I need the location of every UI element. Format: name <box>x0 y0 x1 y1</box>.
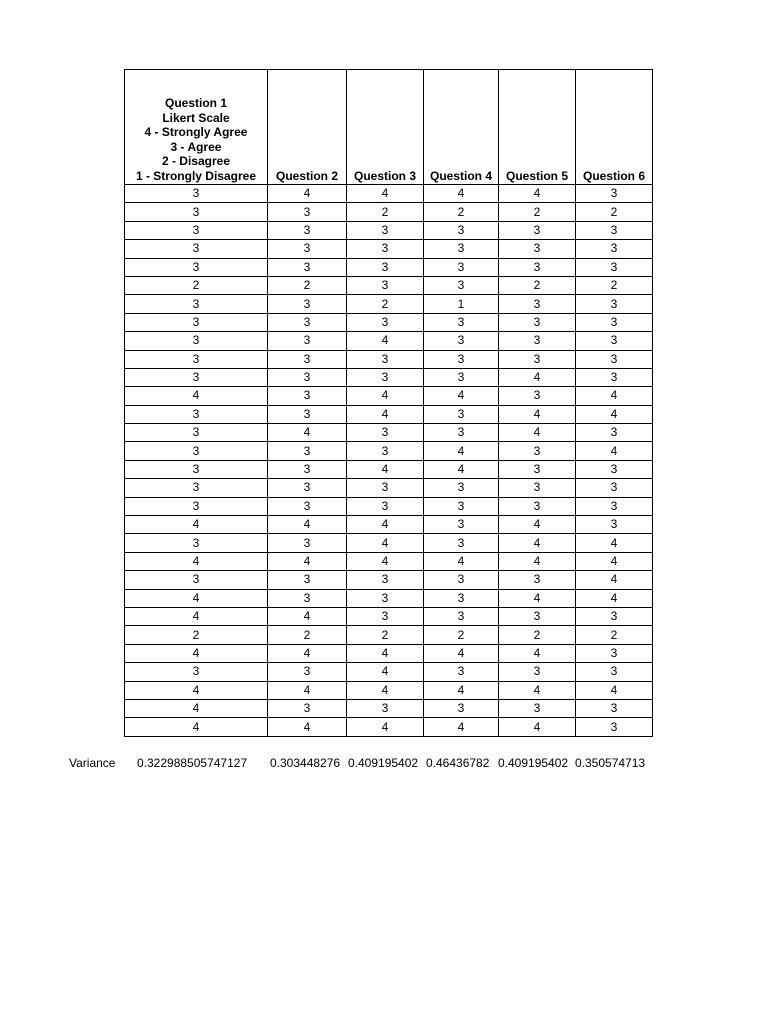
cell-q2[interactable]: 3 <box>268 368 347 386</box>
cell-q2[interactable]: 3 <box>268 497 347 515</box>
cell-q1[interactable]: 2 <box>125 276 268 294</box>
cell-q3[interactable]: 3 <box>347 258 424 276</box>
cell-q2[interactable]: 2 <box>268 276 347 294</box>
cell-q5[interactable]: 4 <box>499 534 576 552</box>
cell-q2[interactable]: 3 <box>268 387 347 405</box>
cell-q5[interactable]: 3 <box>499 387 576 405</box>
table-row <box>125 534 653 552</box>
cell-q1[interactable]: 3 <box>125 185 268 203</box>
cell-q5[interactable]: 2 <box>499 203 576 221</box>
cell-q6[interactable]: 3 <box>576 350 653 368</box>
header-question-1[interactable] <box>125 70 268 185</box>
table-row <box>125 332 653 350</box>
cell-q5[interactable]: 3 <box>499 571 576 589</box>
cell-q4[interactable]: 3 <box>424 368 499 386</box>
cell-q4[interactable]: 3 <box>424 607 499 625</box>
cell-q3[interactable]: 3 <box>347 368 424 386</box>
cell-q2[interactable]: 3 <box>268 534 347 552</box>
cell-q1[interactable]: 4 <box>125 644 268 662</box>
cell-q1[interactable]: 3 <box>125 240 268 258</box>
cell-q4[interactable]: 4 <box>424 681 499 699</box>
table-row <box>125 516 653 534</box>
variance-q3[interactable]: 0.409195402 <box>348 756 419 770</box>
cell-q6[interactable]: 3 <box>576 424 653 442</box>
table-row <box>125 699 653 717</box>
cell-q6[interactable]: 3 <box>576 258 653 276</box>
cell-q2[interactable]: 3 <box>268 460 347 478</box>
cell-q3[interactable]: 3 <box>347 442 424 460</box>
table-row <box>125 405 653 423</box>
cell-q3[interactable]: 4 <box>347 516 424 534</box>
cell-q6[interactable]: 2 <box>576 626 653 644</box>
cell-q5[interactable]: 4 <box>499 516 576 534</box>
cell-q2[interactable]: 3 <box>268 295 347 313</box>
cell-q1[interactable]: 4 <box>125 516 268 534</box>
table-row <box>125 681 653 699</box>
table-row <box>125 571 653 589</box>
cell-q4[interactable]: 1 <box>424 295 499 313</box>
cell-q4[interactable]: 3 <box>424 699 499 717</box>
cell-q5[interactable]: 4 <box>499 718 576 736</box>
cell-q1[interactable]: 3 <box>125 479 268 497</box>
cell-q2[interactable]: 3 <box>268 203 347 221</box>
cell-q4[interactable]: 4 <box>424 442 499 460</box>
cell-q4[interactable]: 3 <box>424 332 499 350</box>
cell-q3[interactable]: 3 <box>347 589 424 607</box>
cell-q4[interactable]: 3 <box>424 516 499 534</box>
header-question-6[interactable]: Question 6 <box>576 70 653 185</box>
cell-q1[interactable]: 2 <box>125 626 268 644</box>
table-row <box>125 552 653 570</box>
header-row <box>125 70 653 185</box>
cell-q1[interactable]: 4 <box>125 718 268 736</box>
cell-q5[interactable]: 3 <box>499 442 576 460</box>
q1-title: Question 1 <box>164 96 227 110</box>
cell-q4[interactable]: 4 <box>424 644 499 662</box>
variance-q2[interactable]: 0.303448276 <box>270 756 341 770</box>
cell-q5[interactable]: 4 <box>499 681 576 699</box>
cell-q6[interactable]: 2 <box>576 276 653 294</box>
cell-q4[interactable]: 4 <box>424 387 499 405</box>
table-row <box>125 350 653 368</box>
table-row <box>125 276 653 294</box>
table-row <box>125 497 653 515</box>
header-question-2[interactable]: Question 2 <box>268 70 347 185</box>
cell-q5[interactable]: 3 <box>499 221 576 239</box>
q1-scale-4: 4 - Strongly Agree <box>144 125 248 139</box>
cell-q1[interactable]: 4 <box>125 607 268 625</box>
cell-q3[interactable]: 4 <box>347 185 424 203</box>
cell-q5[interactable]: 3 <box>499 258 576 276</box>
table-row <box>125 387 653 405</box>
cell-q2[interactable]: 4 <box>268 516 347 534</box>
cell-q3[interactable]: 4 <box>347 460 424 478</box>
cell-q1[interactable]: 3 <box>125 221 268 239</box>
cell-q2[interactable]: 4 <box>268 552 347 570</box>
cell-q1[interactable]: 3 <box>125 203 268 221</box>
cell-q4[interactable]: 3 <box>424 497 499 515</box>
cell-q5[interactable]: 3 <box>499 295 576 313</box>
table-row <box>125 718 653 736</box>
cell-q6[interactable]: 2 <box>576 203 653 221</box>
cell-q5[interactable]: 3 <box>499 313 576 331</box>
cell-q1[interactable]: 3 <box>125 350 268 368</box>
cell-q4[interactable]: 3 <box>424 663 499 681</box>
cell-q5[interactable]: 4 <box>499 644 576 662</box>
cell-q2[interactable]: 3 <box>268 699 347 717</box>
cell-q5[interactable]: 3 <box>499 663 576 681</box>
cell-q4[interactable]: 4 <box>424 718 499 736</box>
cell-q6[interactable]: 3 <box>576 295 653 313</box>
cell-q6[interactable]: 3 <box>576 718 653 736</box>
cell-q3[interactable]: 3 <box>347 276 424 294</box>
cell-q4[interactable]: 3 <box>424 221 499 239</box>
cell-q3[interactable]: 3 <box>347 607 424 625</box>
cell-q6[interactable]: 3 <box>576 516 653 534</box>
cell-q3[interactable]: 4 <box>347 681 424 699</box>
cell-q5[interactable]: 3 <box>499 479 576 497</box>
cell-q4[interactable]: 3 <box>424 313 499 331</box>
cell-q4[interactable]: 2 <box>424 203 499 221</box>
cell-q5[interactable]: 4 <box>499 589 576 607</box>
cell-q6[interactable]: 3 <box>576 699 653 717</box>
table-row <box>125 368 653 386</box>
cell-q4[interactable]: 4 <box>424 460 499 478</box>
cell-q2[interactable]: 4 <box>268 718 347 736</box>
cell-q6[interactable]: 3 <box>576 332 653 350</box>
cell-q2[interactable]: 4 <box>268 607 347 625</box>
cell-q6[interactable]: 4 <box>576 534 653 552</box>
cell-q3[interactable]: 3 <box>347 479 424 497</box>
cell-q2[interactable]: 3 <box>268 240 347 258</box>
cell-q6[interactable]: 4 <box>576 571 653 589</box>
cell-q6[interactable]: 3 <box>576 479 653 497</box>
q1-scale-2: 2 - Disagree <box>161 154 231 168</box>
cell-q6[interactable]: 3 <box>576 663 653 681</box>
table-row <box>125 663 653 681</box>
cell-q4[interactable]: 3 <box>424 534 499 552</box>
table-body <box>125 185 653 737</box>
cell-q1[interactable]: 3 <box>125 424 268 442</box>
cell-q2[interactable]: 4 <box>268 681 347 699</box>
cell-q3[interactable]: 2 <box>347 626 424 644</box>
table-row <box>125 203 653 221</box>
cell-q3[interactable]: 3 <box>347 571 424 589</box>
cell-q3[interactable]: 3 <box>347 497 424 515</box>
cell-q2[interactable]: 3 <box>268 350 347 368</box>
cell-q4[interactable]: 3 <box>424 479 499 497</box>
cell-q5[interactable]: 3 <box>499 332 576 350</box>
cell-q5[interactable]: 4 <box>499 405 576 423</box>
cell-q4[interactable]: 2 <box>424 626 499 644</box>
cell-q4[interactable]: 3 <box>424 240 499 258</box>
cell-q3[interactable]: 4 <box>347 644 424 662</box>
variance-q6[interactable]: 0.350574713 <box>575 756 646 770</box>
table-row <box>125 479 653 497</box>
table-row <box>125 460 653 478</box>
cell-q4[interactable]: 3 <box>424 589 499 607</box>
cell-q2[interactable]: 2 <box>268 626 347 644</box>
cell-q1[interactable]: 4 <box>125 387 268 405</box>
cell-q3[interactable]: 3 <box>347 313 424 331</box>
cell-q2[interactable]: 4 <box>268 424 347 442</box>
cell-q4[interactable]: 3 <box>424 405 499 423</box>
table-row <box>125 626 653 644</box>
variance-q4[interactable]: 0.46436782 <box>426 756 490 770</box>
cell-q1[interactable]: 3 <box>125 663 268 681</box>
cell-q3[interactable]: 3 <box>347 699 424 717</box>
cell-q5[interactable]: 3 <box>499 607 576 625</box>
cell-q2[interactable]: 3 <box>268 313 347 331</box>
cell-q3[interactable]: 3 <box>347 350 424 368</box>
table-row <box>125 589 653 607</box>
cell-q2[interactable]: 3 <box>268 663 347 681</box>
cell-q6[interactable]: 3 <box>576 221 653 239</box>
cell-q4[interactable]: 3 <box>424 258 499 276</box>
q1-scale-label: Likert Scale <box>162 110 230 125</box>
cell-q1[interactable]: 4 <box>125 699 268 717</box>
cell-q5[interactable]: 4 <box>499 368 576 386</box>
cell-q5[interactable]: 4 <box>499 185 576 203</box>
table-row <box>125 221 653 239</box>
cell-q6[interactable]: 3 <box>576 497 653 515</box>
cell-q3[interactable]: 4 <box>347 663 424 681</box>
variance-q1[interactable]: 0.322988505747127 <box>137 756 248 770</box>
cell-q6[interactable]: 4 <box>576 387 653 405</box>
cell-q6[interactable]: 3 <box>576 460 653 478</box>
cell-q3[interactable]: 3 <box>347 424 424 442</box>
cell-q2[interactable]: 3 <box>268 589 347 607</box>
table-row <box>125 607 653 625</box>
table-row <box>125 644 653 662</box>
cell-q6[interactable]: 4 <box>576 552 653 570</box>
cell-q6[interactable]: 3 <box>576 607 653 625</box>
cell-q1[interactable]: 4 <box>125 552 268 570</box>
cell-q5[interactable]: 3 <box>499 460 576 478</box>
likert-table <box>124 69 653 737</box>
cell-q3[interactable]: 2 <box>347 295 424 313</box>
cell-q5[interactable]: 2 <box>499 276 576 294</box>
cell-q6[interactable]: 3 <box>576 368 653 386</box>
cell-q2[interactable]: 3 <box>268 442 347 460</box>
cell-q2[interactable]: 3 <box>268 571 347 589</box>
cell-q5[interactable]: 3 <box>499 497 576 515</box>
cell-q6[interactable]: 4 <box>576 405 653 423</box>
table-row <box>125 442 653 460</box>
header-question-3[interactable]: Question 3 <box>347 70 424 185</box>
cell-q6[interactable]: 4 <box>576 589 653 607</box>
cell-q1[interactable]: 3 <box>125 405 268 423</box>
cell-q6[interactable]: 3 <box>576 185 653 203</box>
cell-q2[interactable]: 3 <box>268 258 347 276</box>
cell-q1[interactable]: 3 <box>125 571 268 589</box>
cell-q4[interactable]: 4 <box>424 185 499 203</box>
cell-q1[interactable]: 4 <box>125 681 268 699</box>
cell-q3[interactable]: 3 <box>347 240 424 258</box>
cell-q5[interactable]: 4 <box>499 552 576 570</box>
cell-q6[interactable]: 4 <box>576 681 653 699</box>
variance-label[interactable]: Variance <box>69 756 116 770</box>
cell-q1[interactable]: 3 <box>125 460 268 478</box>
cell-q1[interactable]: 3 <box>125 442 268 460</box>
table-row <box>125 313 653 331</box>
variance-row <box>0 755 768 771</box>
cell-q2[interactable]: 4 <box>268 185 347 203</box>
cell-q6[interactable]: 3 <box>576 313 653 331</box>
cell-q1[interactable]: 3 <box>125 295 268 313</box>
header-question-5[interactable]: Question 5 <box>499 70 576 185</box>
cell-q4[interactable]: 3 <box>424 350 499 368</box>
cell-q3[interactable]: 4 <box>347 405 424 423</box>
cell-q3[interactable]: 4 <box>347 332 424 350</box>
cell-q1[interactable]: 3 <box>125 258 268 276</box>
cell-q5[interactable]: 3 <box>499 350 576 368</box>
cell-q2[interactable]: 4 <box>268 644 347 662</box>
cell-q4[interactable]: 3 <box>424 424 499 442</box>
cell-q4[interactable]: 4 <box>424 552 499 570</box>
cell-q2[interactable]: 3 <box>268 479 347 497</box>
variance-q5[interactable]: 0.409195402 <box>498 756 569 770</box>
cell-q3[interactable]: 4 <box>347 387 424 405</box>
header-question-4[interactable]: Question 4 <box>424 70 499 185</box>
cell-q3[interactable]: 3 <box>347 221 424 239</box>
table-row <box>125 240 653 258</box>
cell-q1[interactable]: 3 <box>125 332 268 350</box>
cell-q5[interactable]: 3 <box>499 699 576 717</box>
cell-q1[interactable]: 3 <box>125 534 268 552</box>
cell-q2[interactable]: 3 <box>268 405 347 423</box>
cell-q5[interactable]: 3 <box>499 240 576 258</box>
table-row <box>125 295 653 313</box>
table-row <box>125 185 653 203</box>
q1-scale-3: 3 - Agree <box>170 139 222 154</box>
cell-q6[interactable]: 3 <box>576 644 653 662</box>
cell-q1[interactable]: 3 <box>125 368 268 386</box>
table-row <box>125 424 653 442</box>
cell-q1[interactable]: 4 <box>125 589 268 607</box>
cell-q3[interactable]: 4 <box>347 718 424 736</box>
cell-q6[interactable]: 3 <box>576 240 653 258</box>
cell-q1[interactable]: 3 <box>125 313 268 331</box>
cell-q6[interactable]: 4 <box>576 442 653 460</box>
cell-q3[interactable]: 4 <box>347 534 424 552</box>
cell-q2[interactable]: 3 <box>268 221 347 239</box>
cell-q4[interactable]: 3 <box>424 571 499 589</box>
cell-q5[interactable]: 2 <box>499 626 576 644</box>
table-row <box>125 258 653 276</box>
cell-q4[interactable]: 3 <box>424 276 499 294</box>
cell-q2[interactable]: 3 <box>268 332 347 350</box>
cell-q3[interactable]: 4 <box>347 552 424 570</box>
q1-scale-1: 1 - Strongly Disagree <box>135 168 257 183</box>
cell-q5[interactable]: 4 <box>499 424 576 442</box>
cell-q3[interactable]: 2 <box>347 203 424 221</box>
cell-q1[interactable]: 3 <box>125 497 268 515</box>
